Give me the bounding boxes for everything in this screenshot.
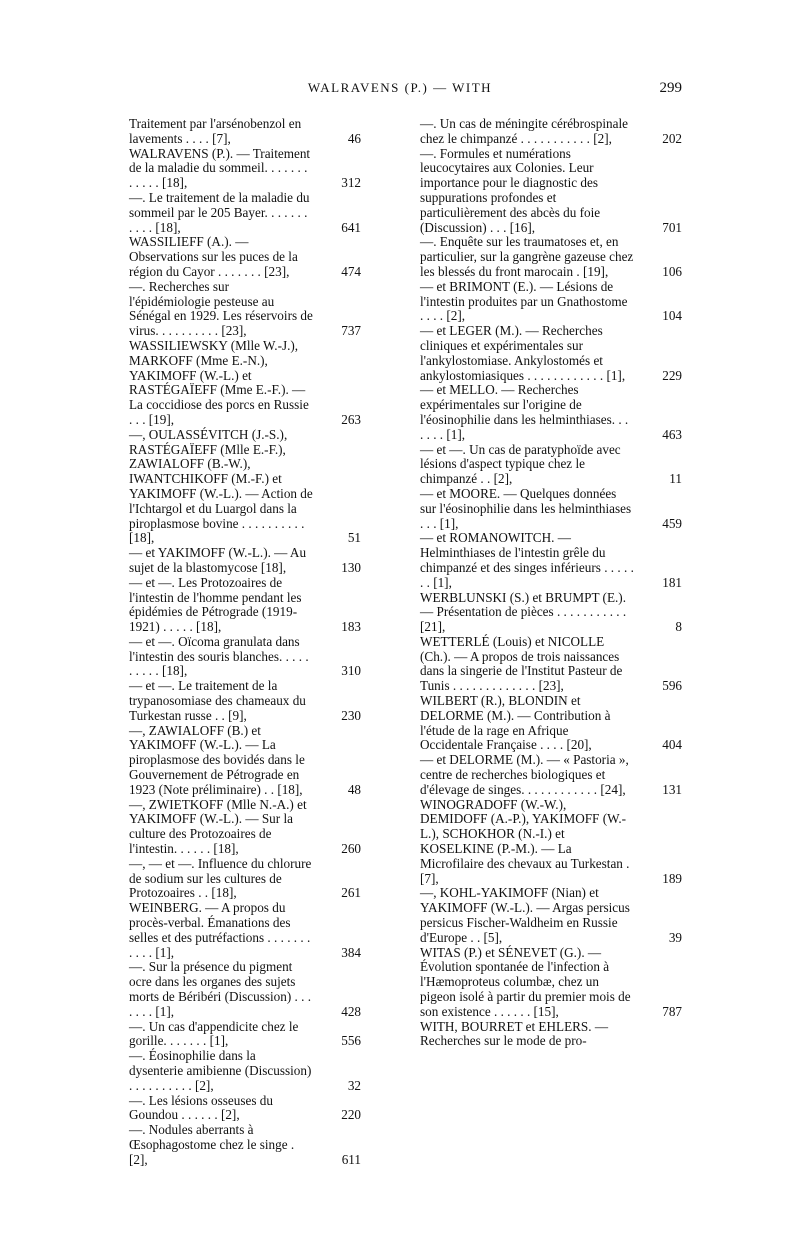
index-entry [129,798,361,857]
index-entry [129,546,361,576]
entry-text: —. Un cas de méningite cérébrospinale chez le chimpanzé . . . . . . . . . . . [2], [420,116,628,146]
entry-page-number: 131 [662,781,682,797]
entry-page-number: 641 [341,219,361,235]
index-entry [129,724,361,798]
entry-page-number: 474 [341,263,361,279]
entry-text: — et ROMANOWITCH. — Helminthiases de l'intestin grêle du chimpanzé et des singes inférieurs . . . . . . . [1], [420,530,634,590]
index-entry [420,235,682,279]
index-entry [129,635,361,679]
entry-page-number: 787 [662,1003,682,1019]
index-entry [420,635,682,694]
entry-text: —. Les lésions osseuses du Goundou . . . . . . [2], [129,1092,273,1123]
index-entry [129,576,361,635]
entry-text: —, KOHL-YAKIMOFF (Nian) et YAKIMOFF (W.-L.). — Argas persicus persicus Fischer-Waldheim en Russie d'Europe . . [5], [420,885,630,945]
entry-page-number: 260 [341,841,361,857]
entry-page-number: 428 [341,1003,361,1019]
entry-text: —. Sur la présence du pigment ocre dans les organes des sujets morts de Béribéri (Discussion) . . . . . . . [1], [129,959,312,1019]
entry-text: —, ZAWIALOFF (B.) et YAKIMOFF (W.-L.). — La piroplasmose des bovidés dans le Gouvernement de Pétrograde en 1923 (Note préliminaire) . . [18], [129,722,305,797]
index-entry [420,886,682,945]
right-column [420,117,682,1049]
entry-page-number: 230 [341,707,361,723]
entry-text: WERBLUNSKI (S.) et BRUMPT (E.). — Présentation de pièces . . . . . . . . . . . [21], [420,589,627,635]
entry-text: — et —. Un cas de paratyphoïde avec lésions d'aspect typique chez le chimpanzé . . [2], [420,441,621,487]
entry-page-number: 463 [662,426,682,442]
index-entry [129,191,361,235]
index-entry [129,1020,361,1050]
index-entry [420,487,682,531]
index-entry [129,117,361,147]
entry-text: — et MELLO. — Recherches expérimentales sur l'origine de l'éosinophilie dans les helminthiases. . . . . . . [1], [420,382,629,442]
entry-page-number: 32 [347,1077,361,1093]
entry-page-number: 384 [341,944,361,960]
entry-text: WINOGRADOFF (W.-W.), DEMIDOFF (A.-P.), YAKIMOFF (W.-L.), SCHOKHOR (N.-I.) et KOSELKINE (P.-M.). — La Microfilaire des chevaux au Turkestan . [7], [420,796,630,886]
entry-page-number: 596 [662,678,682,694]
entry-text: — et MOORE. — Quelques données sur l'éosinophilie dans les helminthiases . . . [1], [420,485,632,531]
index-entry [129,280,361,339]
entry-text: —, ZWIETKOFF (Mlle N.-A.) et YAKIMOFF (W.-L.). — Sur la culture des Protozoaires de l'intestin. . . . . . [18], [129,796,307,857]
entry-page-number: 11 [669,471,682,487]
entry-text: WASSILIEFF (A.). — Observations sur les puces de la région du Cayor . . . . . . . [23], [129,234,298,279]
entry-page-number: 39 [668,929,682,945]
entry-page-number: 229 [662,367,682,383]
entry-text: —, OULASSÉVITCH (J.-S.), RASTÉGAÏEFF (Mlle E.-F.), ZAWIALOFF (B.-W.), IWANTCHIKOFF (M.-F.) et YAKIMOFF (W.-L.). — Action de l'Ichtargol et du Luargol dans la piroplasmose bovine . . . . . . . . . . [18], [129,426,313,546]
index-entry [129,147,361,191]
index-entry [420,147,682,236]
entry-page-number: 51 [347,530,361,546]
entry-page-number: 261 [341,885,361,901]
entry-page-number: 183 [341,619,361,635]
page-number: 299 [659,80,682,96]
entry-text: WITAS (P.) et SÉNEVET (G.). — Évolution spontanée de l'infection à l'Hæmoproteus columbæ, chez un pigeon isolé à partir du premier mois de son existence . . . . . . [15], [420,944,631,1019]
entry-page-number: 189 [662,870,682,886]
entry-page-number: 8 [675,619,682,635]
entry-page-number: 48 [347,781,361,797]
index-entry [420,383,682,442]
entry-page-number: 130 [341,559,361,575]
index-entry [420,798,682,887]
entry-page-number: 220 [341,1107,361,1123]
index-entry [129,857,361,901]
entry-text: — et —. Oïcoma granulata dans l'intestin des souris blanches. . . . . . . . . . [18], [129,633,309,679]
entry-text: — et —. Le traitement de la trypanosomiase des chameaux du Turkestan russe . . [9], [129,678,306,723]
index-entry [129,235,361,279]
entry-text: —. Le traitement de la maladie du sommeil par le 205 Bayer. . . . . . . . . . . [18], [129,189,310,235]
entry-text: — et LEGER (M.). — Recherches cliniques et expérimentales sur l'ankylostomiase. Ankylostomés et ankylostomiasiques . . . . . . . . . . . . [1], [420,323,626,383]
entry-page-number: 104 [662,308,682,324]
index-entry [129,339,361,428]
index-entry [129,1049,361,1093]
entry-page-number: 701 [662,219,682,235]
running-head: WALRAVENS (P.) — WITH [307,80,493,95]
entry-page-number: 310 [341,663,361,679]
index-entry [129,901,361,960]
index-entry [420,753,682,797]
entry-text: —. Un cas d'appendicite chez le gorille. . . . . . . [1], [129,1018,299,1049]
entry-page-number: 404 [662,737,682,753]
entry-text: WETTERLÉ (Louis) et NICOLLE (Ch.). — A propos de trois naissances dans la singerie de l'Institut Pasteur de Tunis . . . . . . . . . . . . . [23], [420,633,623,694]
entry-page-number: 106 [662,263,682,279]
entry-text: WALRAVENS (P.). — Traitement de la maladie du sommeil. . . . . . . . . . . . [18], [129,145,311,191]
index-entry [129,1094,361,1124]
index-entry [420,1020,682,1050]
entry-text: Traitement par l'arsénobenzol en lavements . . . . [7], [129,116,302,146]
index-entry [129,960,361,1019]
entry-text: —. Enquête sur les traumatoses et, en particulier, sur la gangrène gazeuse chez les blessés du front marocain . [19], [420,234,634,279]
entry-text: WASSILIEWSKY (Mlle W.-J.), MARKOFF (Mme E.-N.), YAKIMOFF (W.-L.) et RASTÉGAÏEFF (Mme E.-F.). — La coccidiose des porcs en Russie . . . [19], [129,337,309,427]
entry-text: — et YAKIMOFF (W.-L.). — Au sujet de la blastomycose [18], [129,545,307,575]
entry-text: —. Nodules aberrants à Œsophagostome chez le singe . [2], [129,1122,295,1167]
index-entry [420,280,682,324]
index-entry [420,117,682,147]
page-header [0,80,800,104]
index-entry [420,531,682,590]
entry-text: WILBERT (R.), BLONDIN et DELORME (M.). — Contribution à l'étude de la rage en Afrique Occidentale Française . . . . [20], [420,693,611,753]
index-entry [420,443,682,487]
index-entry [420,946,682,1020]
index-entry [420,324,682,383]
entry-page-number: 46 [347,130,361,146]
index-entry [420,694,682,753]
index-entry [420,591,682,635]
entry-page-number: 202 [662,130,682,146]
entry-page-number: 312 [341,175,361,191]
entry-text: WEINBERG. — A propos du procès-verbal. Émanations des selles et des putréfactions . . . . . . . . . . . [1], [129,900,311,960]
left-column [129,117,361,1168]
entry-text: —. Formules et numérations leucocytaires aux Colonies. Leur importance pour le diagnostic des suppurations profondes et particulièrement des abcès du foie (Discussion) . . . [16], [420,145,601,235]
entry-text: —, — et —. Influence du chlorure de sodium sur les cultures de Protozoaires . . [18], [129,855,312,901]
index-entry [129,428,361,546]
entry-text: — et BRIMONT (E.). — Lésions de l'intestin produites par un Gnathostome . . . . [2], [420,278,628,324]
entry-text: — et DELORME (M.). — « Pastoria », centre de recherches biologiques et d'élevage de singes. . . . . . . . . . . . [24], [420,752,629,797]
index-entry [129,679,361,723]
entry-page-number: 611 [341,1151,361,1167]
entry-text: — et —. Les Protozoaires de l'intestin de l'homme pendant les épidémies de Pétrograde (1919-1921) . . . . . [18], [129,574,302,635]
entry-page-number: 181 [662,574,682,590]
entry-text: WITH, BOURRET et EHLERS. — Recherches sur le mode de pro- [420,1018,609,1049]
entry-page-number: 263 [341,411,361,427]
entry-text: —. Recherches sur l'épidémiologie pesteuse au Sénégal en 1929. Les réservoirs de virus. . . . . . . . . . [23], [129,278,313,339]
entry-page-number: 459 [662,515,682,531]
entry-text: —. Éosinophilie dans la dysenterie amibienne (Discussion) . . . . . . . . . . [2], [129,1048,312,1093]
entry-page-number: 737 [341,323,361,339]
entry-page-number: 556 [341,1033,361,1049]
index-entry [129,1123,361,1167]
